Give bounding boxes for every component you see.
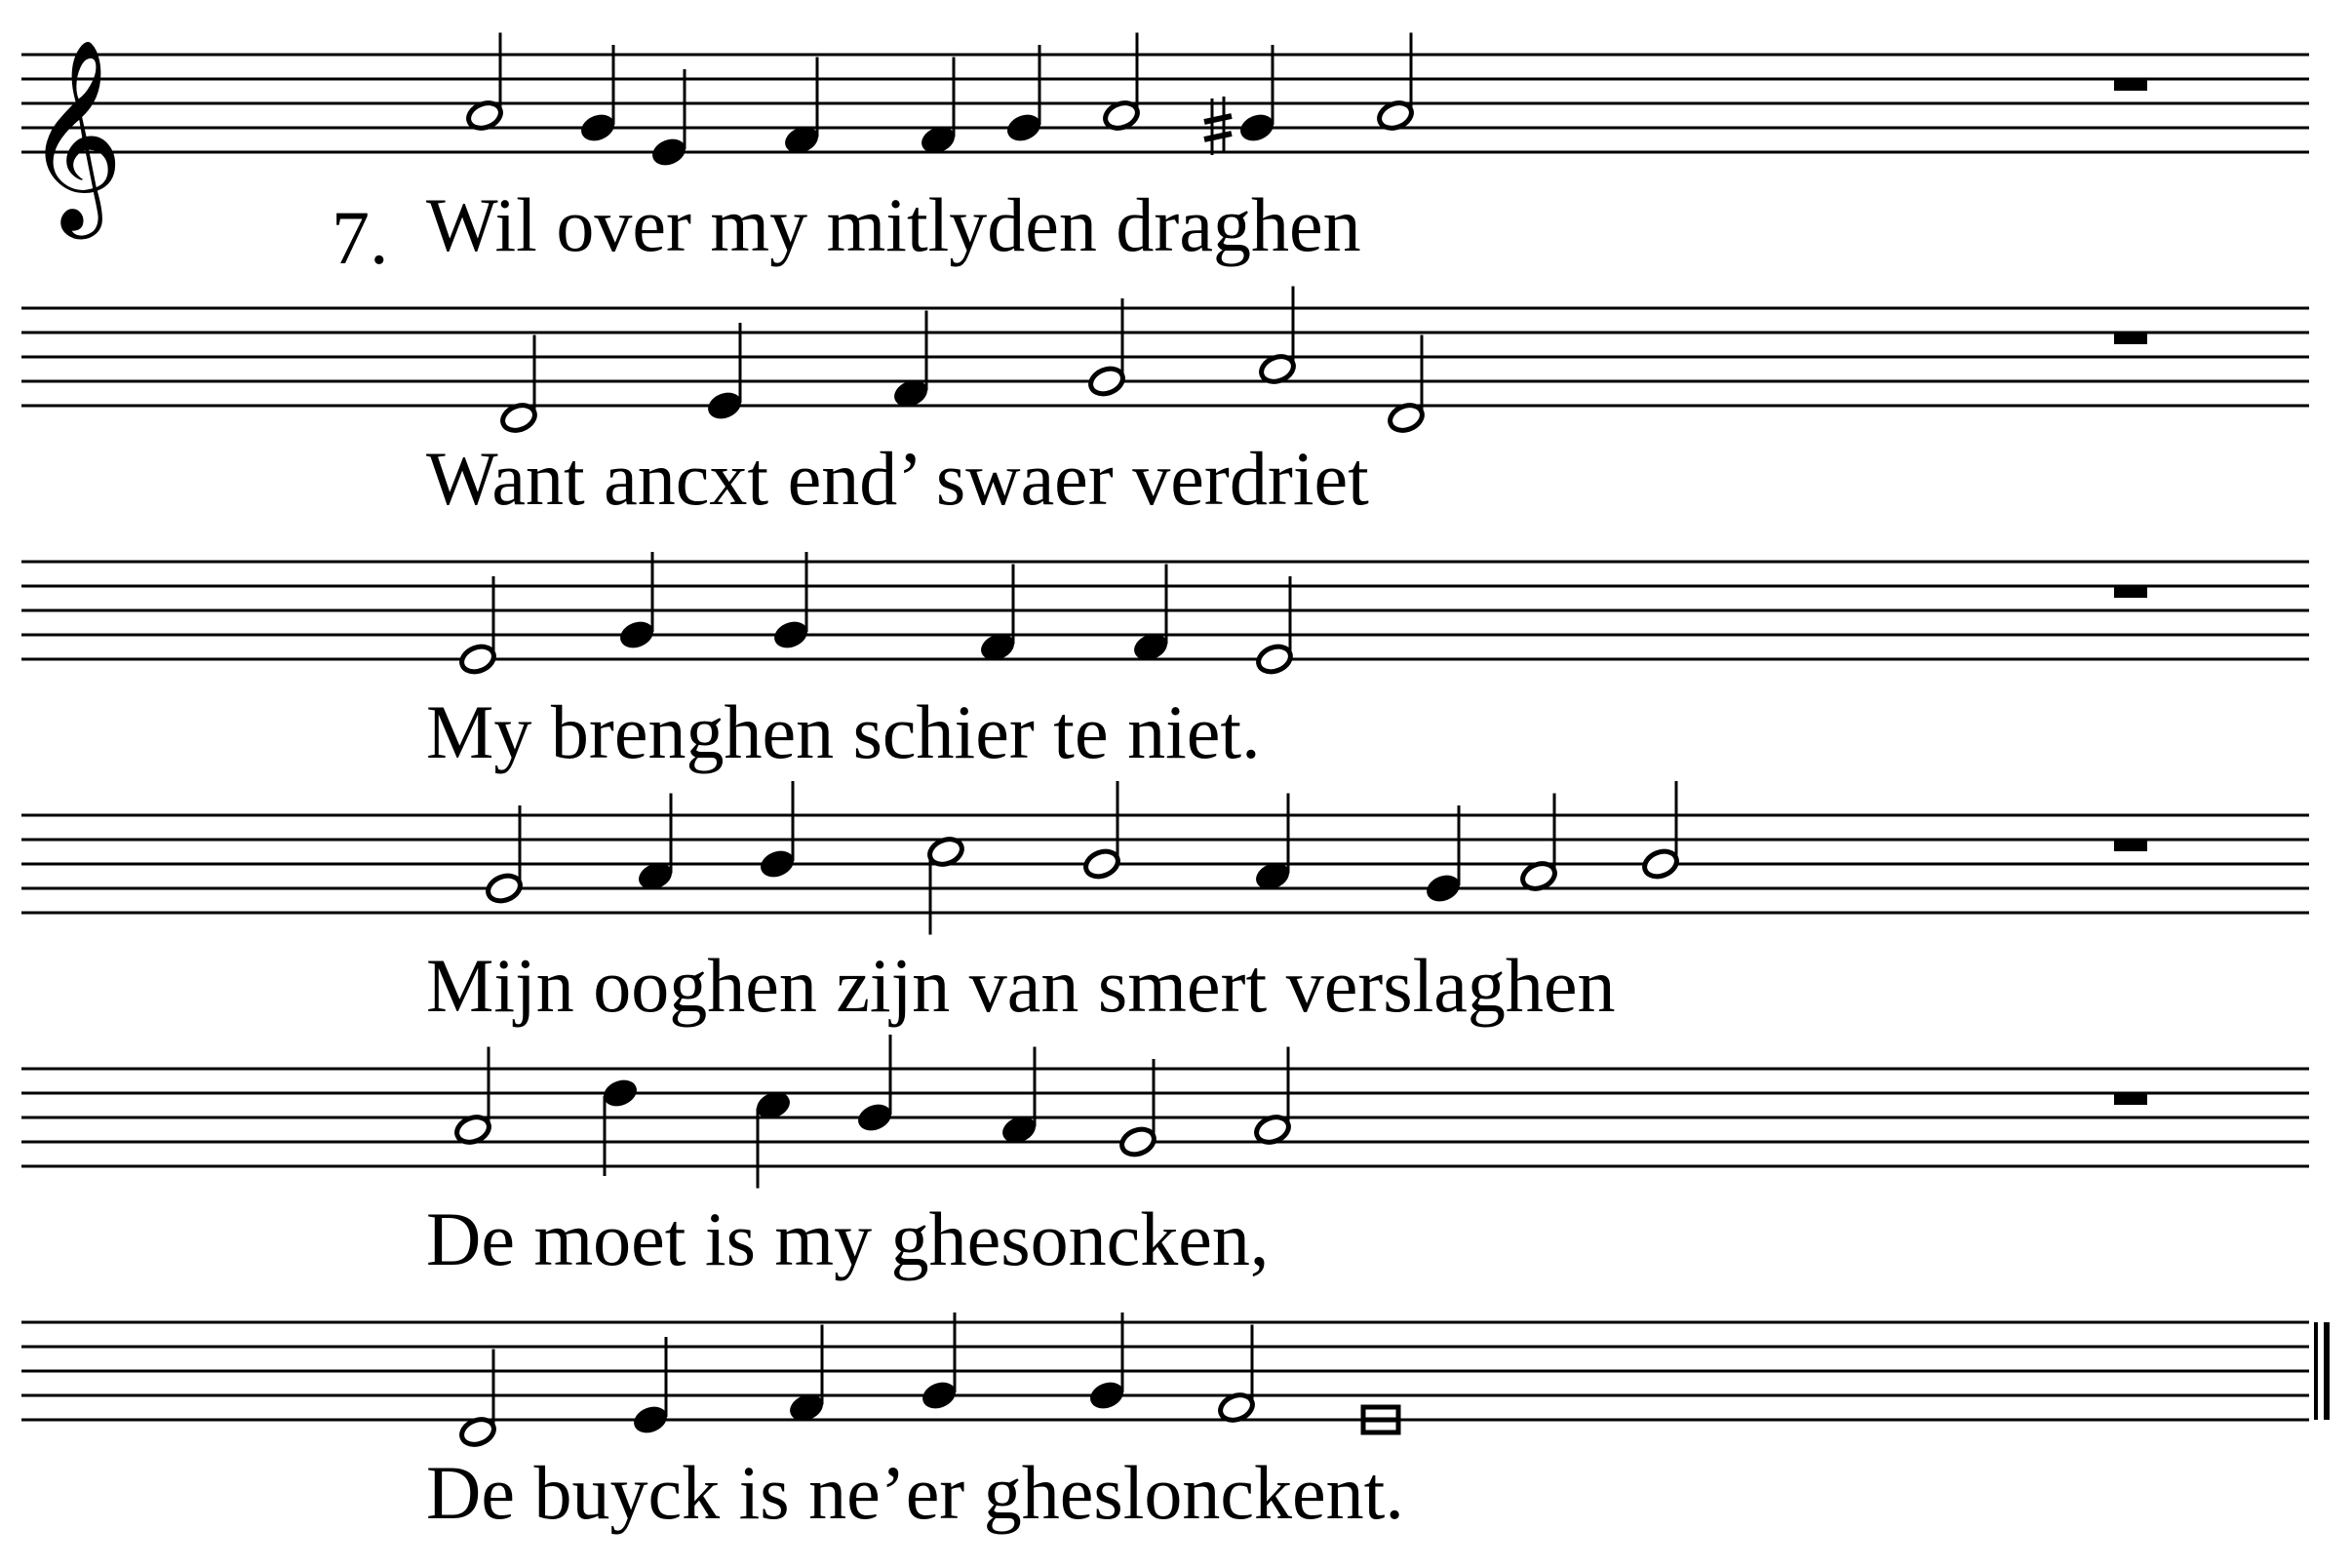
lyric-line-3: My brenghen schier te niet. xyxy=(426,689,1261,774)
whole-rest-icon xyxy=(2114,840,2147,851)
treble-clef-icon: 𝄞 xyxy=(25,38,124,231)
quarter-note xyxy=(1424,872,1464,906)
lyric-line-2: Want ancxt end’ swaer verdriet xyxy=(426,436,1369,521)
quarter-note xyxy=(920,1379,960,1413)
quarter-note xyxy=(631,1403,671,1437)
half-note xyxy=(1082,847,1122,882)
lyric-line-6: De buyck is ne’er gheslonckent. xyxy=(426,1450,1404,1535)
whole-rest-icon xyxy=(2114,1093,2147,1105)
sharp-icon xyxy=(1204,134,1232,139)
verse-number: 7. xyxy=(332,195,389,280)
whole-rest-icon xyxy=(2114,586,2147,598)
whole-rest-icon xyxy=(2114,333,2147,344)
quarter-note xyxy=(601,1077,641,1111)
quarter-note xyxy=(855,1101,895,1135)
lyric-line-5: De moet is my ghesoncken, xyxy=(426,1196,1270,1281)
lyric-line-1: Wil over my mitlyden draghen xyxy=(426,182,1361,267)
quarter-note xyxy=(578,111,618,145)
quarter-note xyxy=(617,618,657,652)
half-note xyxy=(1641,847,1681,882)
half-note xyxy=(485,872,525,906)
quarter-note xyxy=(1237,111,1277,145)
quarter-note xyxy=(758,847,798,882)
half-note xyxy=(1087,365,1127,399)
half-note xyxy=(1118,1125,1158,1159)
quarter-note xyxy=(771,618,811,652)
whole-rest-icon xyxy=(2114,79,2147,91)
lyric-line-4: Mijn ooghen zijn van smert verslaghen xyxy=(426,943,1616,1028)
quarter-note xyxy=(1087,1379,1127,1413)
quarter-note xyxy=(649,136,689,170)
sharp-icon xyxy=(1204,116,1232,122)
half-note xyxy=(458,643,498,677)
half-note xyxy=(1255,643,1295,677)
quarter-note xyxy=(1004,111,1044,145)
quarter-note xyxy=(705,389,745,423)
